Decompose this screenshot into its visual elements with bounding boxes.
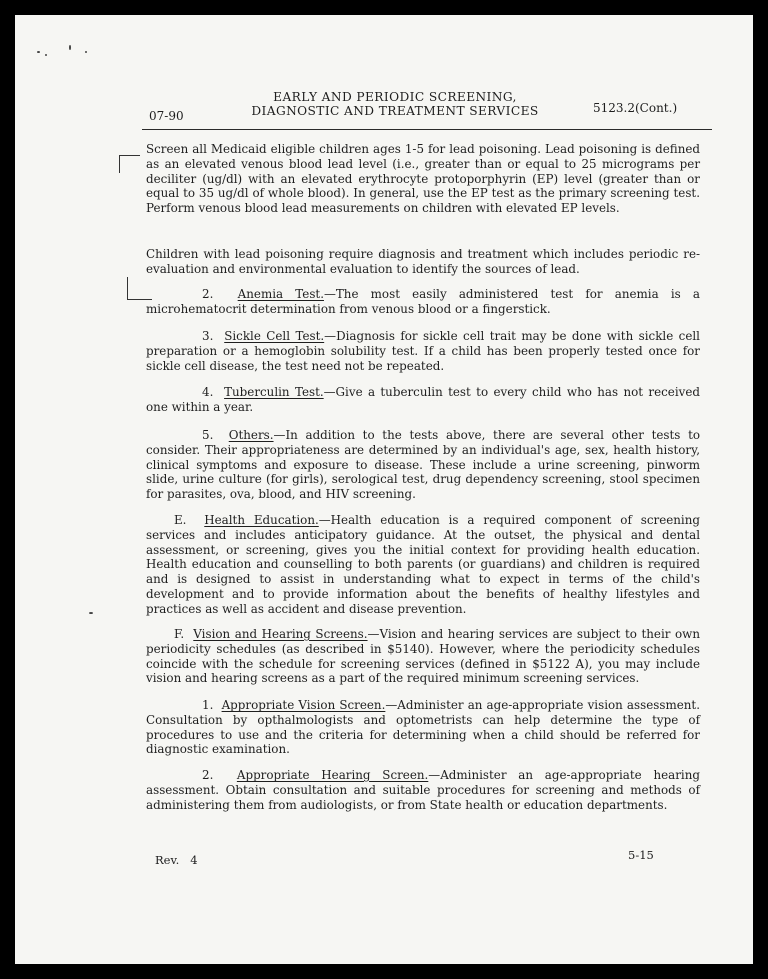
scan-speck bbox=[85, 51, 87, 53]
header-date: 07-90 bbox=[149, 109, 184, 123]
section-letter: F. bbox=[174, 627, 185, 641]
item-title: Others. bbox=[228, 428, 274, 442]
lead-paragraph-1: Screen all Medicaid eligible children ages 1-5 for lead poisoning. Lead poisoning is defined as an elevated venous blood lead level (i.e., greater than or equal to 25 micrograms per deciliter (ug/dl) with an elevated erythrocyte protoporphyrin (EP) level (greater than or equal to 35 ug/dl of whole blood). In general, use the EP test as the primary screening test. Perform venous blood lead measurements on children with elevated EP levels. bbox=[146, 142, 700, 216]
footer-rev-label: Rev. bbox=[155, 853, 180, 867]
footer-revision bbox=[155, 853, 198, 867]
item-title: Anemia Test. bbox=[237, 287, 324, 301]
item-sickle-cell-test bbox=[146, 329, 700, 373]
item-number: 4. bbox=[202, 385, 214, 399]
item-text: —In addition to the tests above, there are several other tests to consider. Their appropriateness are determined by an individual's age, sex, health history, clinical symptoms and exposure to disease. These include a urine screening, pinworm slide, urine culture (for girls), serological test, drug dependency screening, stool specimen for parasites, ova, blood, and HIV screening. bbox=[146, 428, 701, 502]
item-vision-screen bbox=[146, 698, 700, 757]
header-title-line2: DIAGNOSTIC AND TREATMENT SERVICES bbox=[251, 104, 539, 118]
item-number: 5. bbox=[202, 428, 214, 442]
item-text: —Administer an age-appropriate hearing assessment. Obtain consultation and suitable procedures for screening and methods of administering them from audiologists, or from State health or education departments. bbox=[146, 768, 700, 812]
footer-rev-number: 4 bbox=[190, 853, 198, 867]
item-number: 2. bbox=[202, 287, 214, 301]
page-header-title bbox=[215, 90, 575, 118]
scan-speck bbox=[37, 51, 40, 53]
item-anemia-test bbox=[146, 287, 700, 317]
item-number: 1. bbox=[202, 698, 214, 712]
item-title: Appropriate Vision Screen. bbox=[221, 698, 386, 712]
scan-speck bbox=[69, 45, 71, 50]
item-title: Sickle Cell Test. bbox=[224, 329, 325, 343]
section-health-education bbox=[146, 513, 700, 617]
section-letter: E. bbox=[174, 513, 187, 527]
scan-speck bbox=[45, 54, 47, 56]
item-number: 2. bbox=[202, 768, 214, 782]
item-hearing-screen bbox=[146, 768, 700, 812]
header-divider bbox=[142, 129, 712, 130]
item-title: Tuberculin Test. bbox=[224, 385, 324, 399]
item-text: —Diagnosis for sickle cell trait may be done with sickle cell preparation or a hemoglobin solubility test. If a child has been properly tested once for sickle cell disease, the test need not be repeated. bbox=[146, 329, 700, 373]
item-others bbox=[146, 428, 700, 502]
section-title: Vision and Hearing Screens. bbox=[193, 627, 368, 641]
header-title-line1: EARLY AND PERIODIC SCREENING, bbox=[273, 90, 517, 104]
item-number: 3. bbox=[202, 329, 214, 343]
section-text: —Health education is a required component of screening services and includes anticipatory guidance. At the outset, the physical and dental assessment, or screening, gives you the initial context for providing health education. Health education and counselling to both parents (or guardians) and children is required and is designed to assist in understanding what to expect in terms of the child's development and to provide information about the benefits of healthy lifestyles and practices as well as accident and disease prevention. bbox=[146, 513, 701, 616]
lead-paragraph-2: Children with lead poisoning require diagnosis and treatment which includes periodic re-evaluation and environmental evaluation to identify the sources of lead. bbox=[146, 247, 700, 276]
item-text: —Give a tuberculin test to every child who has not received one within a year. bbox=[146, 385, 700, 414]
scan-speck bbox=[89, 612, 93, 614]
item-text: —The most easily administered test for anemia is a microhematocrit determination from venous blood or a fingerstick. bbox=[146, 287, 700, 316]
section-vision-hearing bbox=[146, 627, 700, 686]
item-tuberculin-test bbox=[146, 385, 700, 415]
header-section-number: 5123.2(Cont.) bbox=[593, 101, 678, 115]
footer-page-number: 5-15 bbox=[628, 848, 654, 862]
section-title: Health Education. bbox=[204, 513, 319, 527]
item-title: Appropriate Hearing Screen. bbox=[236, 768, 429, 782]
section-text: —Vision and hearing services are subject to their own periodicity schedules (as described in $5140). However, where the periodicity schedules coincide with the schedule for screening services (defined in $5122 A), you may include vision and hearing screens as a part of the required minimum screening services. bbox=[146, 627, 700, 686]
item-text: —Administer an age-appropriate vision assessment. Consultation by opthalmologists and optometrists can help determine the type of procedures to use and the criteria for determining when a child should be referred for diagnostic examination. bbox=[146, 698, 700, 757]
revision-bracket-top bbox=[119, 155, 140, 173]
document-page bbox=[15, 15, 753, 964]
